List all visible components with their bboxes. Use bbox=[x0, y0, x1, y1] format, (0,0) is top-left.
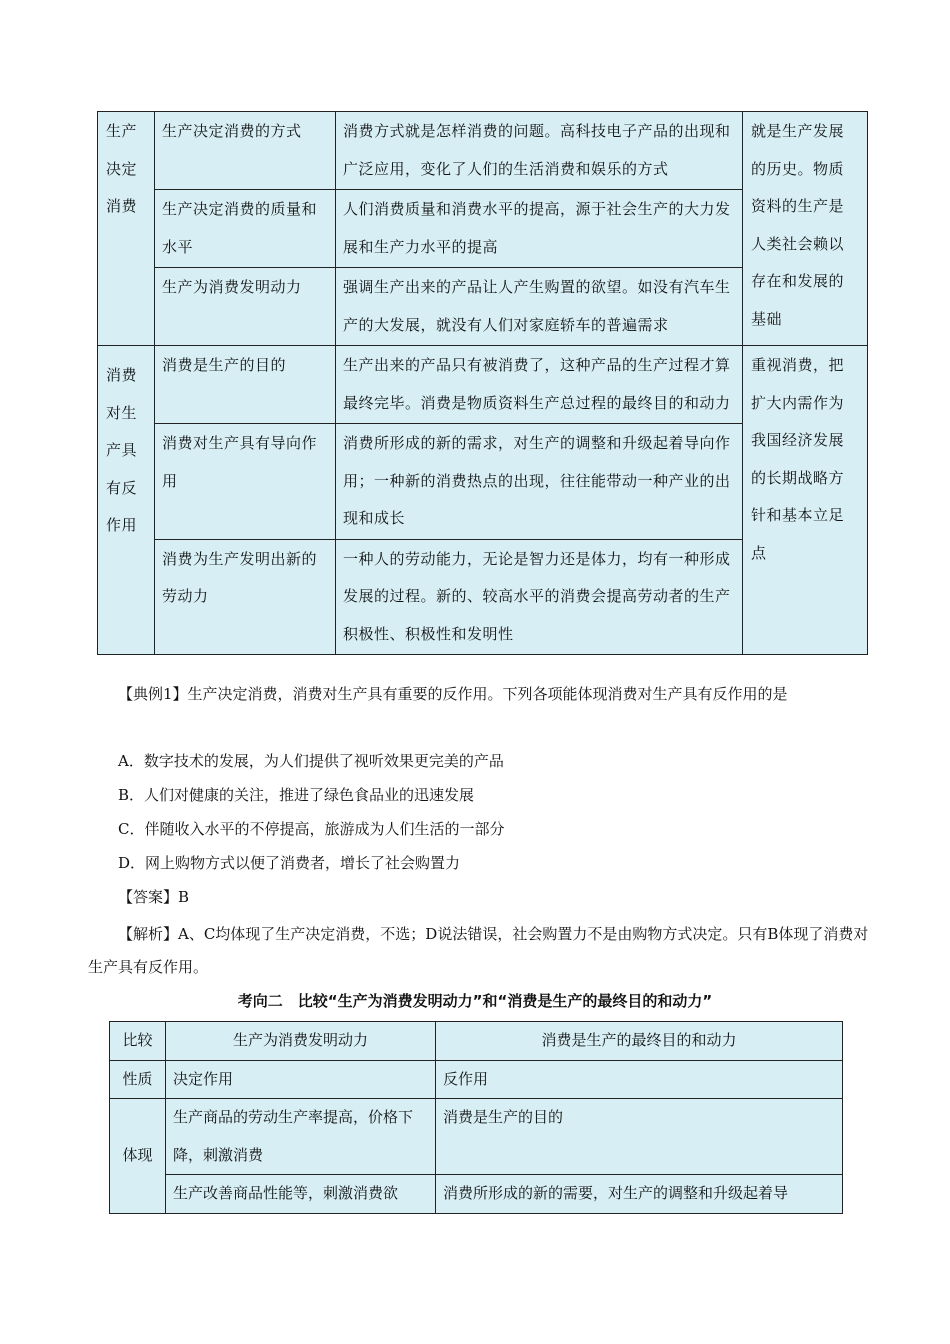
group-note: 就是生产发展的历史。物质资料的生产是人类社会赖以存在和发展的基础 bbox=[743, 112, 868, 346]
row-label: 性质 bbox=[110, 1060, 166, 1099]
option-d: D．网上购物方式以便了消费者，增长了社会购置力 bbox=[118, 854, 461, 872]
analysis: 【解析】A、C均体现了生产决定消费，不选；D说法错误，社会购置力不是由购物方式决定。只有B体现了消费对生产具有反作用。 bbox=[88, 925, 869, 976]
row-desc: 强调生产出来的产品让人产生购置的欲望。如没有汽车生产的大发展，就没有人们对家庭轿车的普遍需求 bbox=[336, 268, 743, 346]
table-cell: 生产改善商品性能等，刺激消费欲 bbox=[166, 1175, 436, 1214]
table-cell: 消费所形成的新的需要，对生产的调整和升级起着导 bbox=[436, 1175, 843, 1214]
table-row bbox=[110, 1060, 843, 1099]
section-title: 考向二 比较“生产为消费发明动力”和“消费是生产的最终目的和动力” bbox=[237, 992, 713, 1010]
header-cell: 消费是生产的最终目的和动力 bbox=[436, 1022, 843, 1061]
table-row bbox=[110, 1099, 843, 1175]
table-cell: 决定作用 bbox=[166, 1060, 436, 1099]
production-consumption-table bbox=[97, 111, 868, 655]
row-desc: 一种人的劳动能力，无论是智力还是体力，均有一种形成发展的过程。新的、较高水平的消费会提高劳动者的生产积极性、积极性和发明性 bbox=[336, 539, 743, 655]
row-title: 生产决定消费的方式 bbox=[155, 112, 336, 190]
group-label: 消费对生产具有反作用 bbox=[98, 346, 155, 655]
table-row bbox=[110, 1022, 843, 1061]
option-a: A．数字技术的发展，为人们提供了视听效果更完美的产品 bbox=[118, 752, 504, 770]
row-title: 生产为消费发明动力 bbox=[155, 268, 336, 346]
table-row bbox=[98, 112, 868, 190]
table-cell: 消费是生产的目的 bbox=[436, 1099, 843, 1175]
example-stem: 【典例1】生产决定消费，消费对生产具有重要的反作用。下列各项能体现消费对生产具有反作用的是 bbox=[118, 685, 788, 703]
header-cell: 生产为消费发明动力 bbox=[166, 1022, 436, 1061]
row-title: 消费是生产的目的 bbox=[155, 346, 336, 424]
row-desc: 消费所形成的新的需求，对生产的调整和升级起着导向作用；一种新的消费热点的出现，往往能带动一种产业的出现和成长 bbox=[336, 424, 743, 540]
table-row bbox=[98, 346, 868, 424]
comparison-table bbox=[109, 1021, 843, 1214]
header-cell: 比较 bbox=[110, 1022, 166, 1061]
table-cell: 反作用 bbox=[436, 1060, 843, 1099]
row-desc: 人们消费质量和消费水平的提高，源于社会生产的大力发展和生产力水平的提高 bbox=[336, 190, 743, 268]
row-desc: 生产出来的产品只有被消费了，这种产品的生产过程才算最终完毕。消费是物质资料生产总过程的最终目的和动力 bbox=[336, 346, 743, 424]
row-title: 消费对生产具有导向作用 bbox=[155, 424, 336, 540]
group-label: 生产决定消费 bbox=[98, 112, 155, 346]
table-row bbox=[110, 1175, 843, 1214]
option-c: C．伴随收入水平的不停提高，旅游成为人们生活的一部分 bbox=[118, 820, 505, 838]
row-title: 生产决定消费的质量和水平 bbox=[155, 190, 336, 268]
option-b: B．人们对健康的关注，推进了绿色食品业的迅速发展 bbox=[118, 786, 475, 804]
row-desc: 消费方式就是怎样消费的问题。高科技电子产品的出现和广泛应用，变化了人们的生活消费和娱乐的方式 bbox=[336, 112, 743, 190]
row-title: 消费为生产发明出新的劳动力 bbox=[155, 539, 336, 655]
row-label: 体现 bbox=[110, 1099, 166, 1214]
answer: 【答案】B bbox=[118, 888, 190, 906]
table-cell: 生产商品的劳动生产率提高，价格下降，刺激消费 bbox=[166, 1099, 436, 1175]
group-note: 重视消费，把扩大内需作为我国经济发展的长期战略方针和基本立足点 bbox=[743, 346, 868, 655]
